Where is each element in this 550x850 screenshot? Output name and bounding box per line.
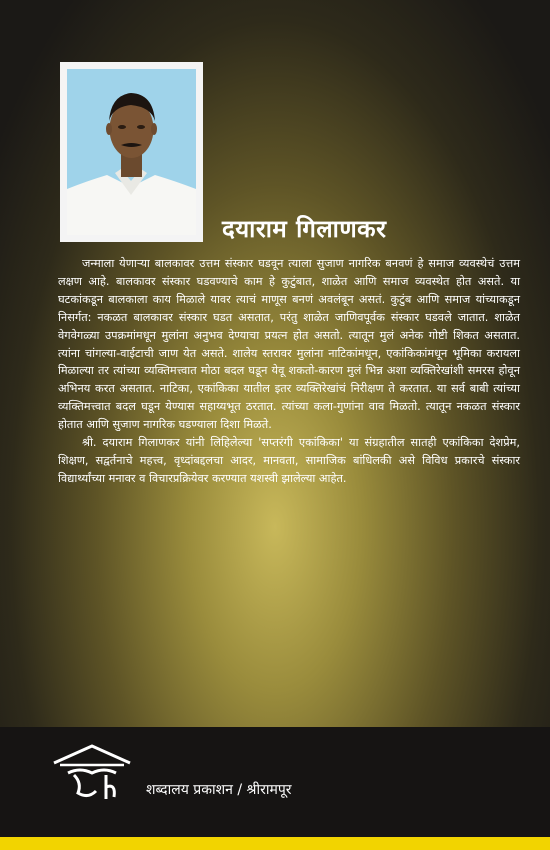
author-name: दयाराम गिलाणकर xyxy=(222,215,387,243)
blurb-paragraph: जन्माला येणाऱ्या बालकावर उत्तम संस्कार घडवून त्याला सुजाण नागरिक बनवणं हे समाज व्यवस्थेचं उत्तम लक्षण आहे. बालकावर संस्कार घडवण्याचे काम हे कुटुंबात, शाळेत आणि समाज व्यवस्थेत होत असते. या घटकांकडून बालकाला काय मिळाले यावर त्याचं माणूस बनणं अवलंबून असतं. कुटुंब आणि समाज यांच्याकडून निसर्गत: नकळत बालकावर संस्कार घडत असतात, परंतु शाळेत जाणिवपूर्वक संस्कार घडवले जातात. शाळेत वेगवेगळ्या उपक्रमांमधून मुलांना अनुभव देण्याचा प्रयत्न होत असतो. त्यातून मुलं अनेक गोष्टी शिकत असतात. त्यांना चांगल्या-वाईटाची जाण येत असते. शालेय स्तरावर मुलांना नाटिकांमधून, एकांकिकांमधून भूमिका करायला मिळाल्या तर त्यांच्या व्यक्तिमत्त्वात मोठा बदल घडून येवू शकतो-कारण मुलं भिन्न अशा व्यक्तिरेखांशी समरस होवून अभिनय करत असतात. नाटिका, एकांकिका यातील इतर व्यक्तिरेखांचं निरीक्षण ते करतात. या सर्व बाबी त्यांच्या व्यक्तिमत्त्वात बदल घडून येण्यास सहाय्यभूत ठरतात. त्यांच्या कला-गुणांना वाव मिळतो. त्यातून नकळत संस्कार होतात आणि सुजाण नागरिक घडण्याला दिशा मिळते. xyxy=(58,257,520,432)
blurb-paragraph: श्री. दयाराम गिलाणकर यांनी लिहिलेल्या 'सप्तरंगी एकांकिका' या संग्रहातील सातही एकांकिका देशप्रेम, शिक्षण, सद्वर्तनाचे महत्त्व, वृध्दांबद्दलचा आदर, मानवता, सामाजिक बांधिलकी असे विविध प्रकारचे संस्कार विद्यार्थ्यांच्या मनावर व विचारप्रक्रियेवर करण्यात यशस्वी झालेल्या आहेत. xyxy=(58,436,520,485)
house-book-logo-icon xyxy=(50,743,135,805)
accent-strip xyxy=(0,837,550,850)
author-photo xyxy=(60,62,203,242)
book-blurb xyxy=(58,255,520,675)
author-portrait-image xyxy=(67,69,196,235)
publisher-name: शब्दालय प्रकाशन / श्रीरामपूर xyxy=(146,782,292,798)
